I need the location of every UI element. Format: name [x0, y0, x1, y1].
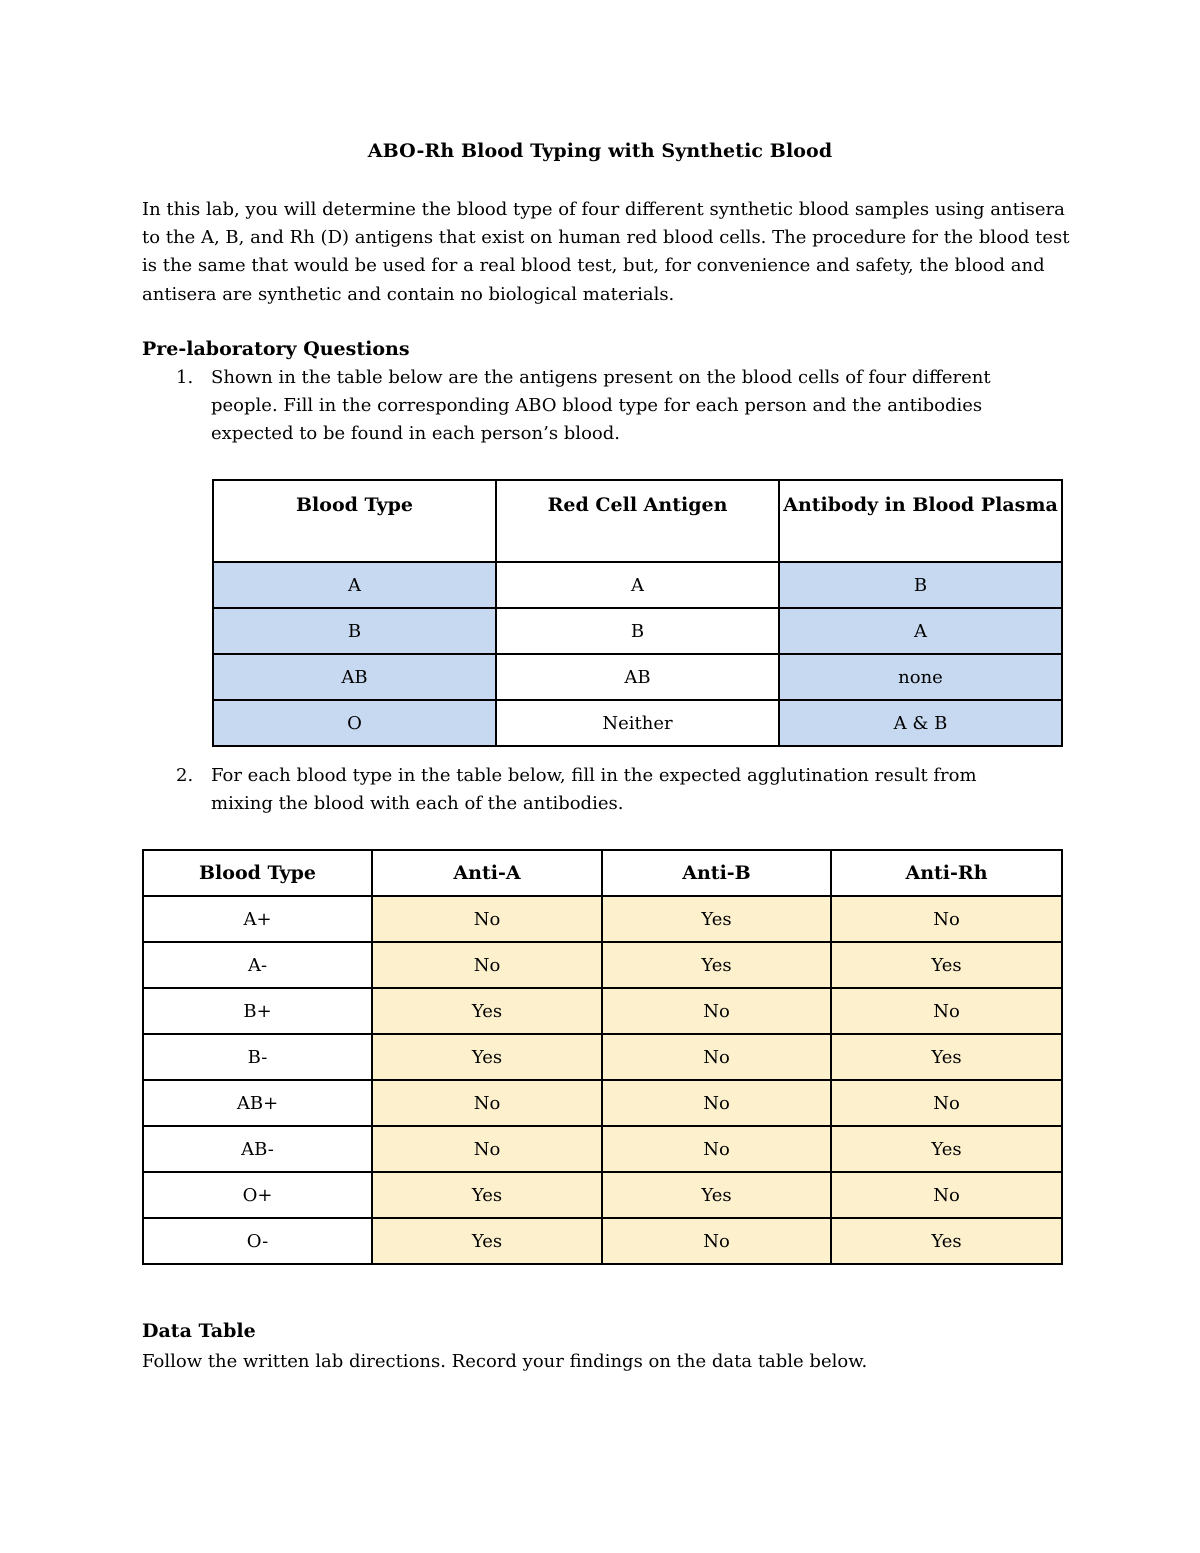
agglutination-cell-anti-b[interactable]: Yes [602, 1172, 831, 1218]
antigen-cell-antigen: B [496, 608, 779, 654]
agglutination-cell-blood-type: AB- [143, 1126, 372, 1172]
antigen-cell-blood-type[interactable]: AB [213, 654, 496, 700]
table-row [143, 1080, 1062, 1126]
question-2-number: 2. [176, 765, 194, 786]
agglutination-header-anti-a: Anti-A [372, 850, 602, 896]
antigen-cell-antigen: Neither [496, 700, 779, 746]
agglutination-cell-anti-b[interactable]: No [602, 1218, 831, 1264]
table-row [213, 562, 1062, 608]
agglutination-cell-anti-rh[interactable]: No [831, 988, 1062, 1034]
agglutination-cell-blood-type: A+ [143, 896, 372, 942]
antigen-cell-blood-type[interactable]: O [213, 700, 496, 746]
data-table-heading: Data Table [142, 1320, 256, 1342]
agglutination-cell-anti-b[interactable]: No [602, 1126, 831, 1172]
pre-lab-heading: Pre-laboratory Questions [142, 338, 410, 360]
agglutination-table-header-row [143, 850, 1062, 896]
table-row [143, 942, 1062, 988]
agglutination-cell-anti-a[interactable]: No [372, 896, 602, 942]
table-row [143, 1172, 1062, 1218]
table-row [213, 654, 1062, 700]
table-row [213, 608, 1062, 654]
intro-paragraph: In this lab, you will determine the blood type of four different synthetic blood samples using antisera to the A, B, and Rh (D) antigens that exist on human red blood cells. The procedure for the blood test is the same that would be used for a real blood test, but, for convenience and safety, the blood and antisera are synthetic and contain no biological materials. [142, 199, 1070, 305]
agglutination-cell-anti-rh[interactable]: No [831, 896, 1062, 942]
agglutination-cell-blood-type: B+ [143, 988, 372, 1034]
table-row [143, 1218, 1062, 1264]
agglutination-cell-anti-rh[interactable]: No [831, 1080, 1062, 1126]
antigen-cell-antibody[interactable]: B [779, 562, 1062, 608]
table-row [143, 896, 1062, 942]
antigen-cell-antibody[interactable]: A & B [779, 700, 1062, 746]
question-1-text: Shown in the table below are the antigens present on the blood cells of four different people. Fill in the corresponding ABO blood type for each person and the antibodies expected to be found in each person’s blood. [211, 367, 991, 445]
agglutination-cell-blood-type: O- [143, 1218, 372, 1264]
agglutination-header-anti-b: Anti-B [602, 850, 831, 896]
page-title: ABO-Rh Blood Typing with Synthetic Blood [367, 140, 833, 162]
agglutination-cell-anti-a[interactable]: Yes [372, 988, 602, 1034]
agglutination-cell-blood-type: O+ [143, 1172, 372, 1218]
antigen-cell-antibody[interactable]: A [779, 608, 1062, 654]
agglutination-header-anti-rh: Anti-Rh [831, 850, 1062, 896]
antigen-header-antibody: Antibody in Blood Plasma [779, 480, 1062, 562]
antigen-cell-antigen: AB [496, 654, 779, 700]
agglutination-cell-anti-a[interactable]: Yes [372, 1034, 602, 1080]
antigen-header-blood-type: Blood Type [213, 480, 496, 562]
antigen-cell-antibody[interactable]: none [779, 654, 1062, 700]
agglutination-cell-blood-type: B- [143, 1034, 372, 1080]
antigen-cell-blood-type[interactable]: A [213, 562, 496, 608]
agglutination-cell-anti-rh[interactable]: Yes [831, 1126, 1062, 1172]
agglutination-cell-anti-a[interactable]: No [372, 1080, 602, 1126]
antigen-cell-blood-type[interactable]: B [213, 608, 496, 654]
table-row [213, 700, 1062, 746]
agglutination-cell-blood-type: AB+ [143, 1080, 372, 1126]
agglutination-cell-anti-a[interactable]: No [372, 942, 602, 988]
question-2 [142, 762, 1042, 818]
agglutination-cell-anti-rh[interactable]: Yes [831, 1218, 1062, 1264]
table-row [143, 988, 1062, 1034]
data-table-instruction: Follow the written lab directions. Record your findings on the data table below. [142, 1351, 868, 1372]
table-row [143, 1126, 1062, 1172]
agglutination-cell-anti-b[interactable]: No [602, 1080, 831, 1126]
question-1 [142, 364, 1042, 449]
agglutination-cell-anti-a[interactable]: Yes [372, 1172, 602, 1218]
agglutination-cell-anti-b[interactable]: No [602, 1034, 831, 1080]
agglutination-cell-anti-b[interactable]: Yes [602, 942, 831, 988]
agglutination-header-blood-type: Blood Type [143, 850, 372, 896]
question-1-number: 1. [176, 367, 194, 388]
antigen-table [212, 479, 1063, 747]
agglutination-cell-anti-a[interactable]: Yes [372, 1218, 602, 1264]
agglutination-table [142, 849, 1063, 1265]
table-row [143, 1034, 1062, 1080]
antigen-cell-antigen: A [496, 562, 779, 608]
antigen-table-header-row [213, 480, 1062, 562]
question-2-text: For each blood type in the table below, fill in the expected agglutination result from mixing the blood with each of the antibodies. [211, 765, 977, 815]
agglutination-cell-anti-rh[interactable]: Yes [831, 1034, 1062, 1080]
agglutination-cell-blood-type: A- [143, 942, 372, 988]
agglutination-cell-anti-rh[interactable]: No [831, 1172, 1062, 1218]
antigen-header-red-cell-antigen: Red Cell Antigen [496, 480, 779, 562]
agglutination-cell-anti-b[interactable]: No [602, 988, 831, 1034]
agglutination-cell-anti-a[interactable]: No [372, 1126, 602, 1172]
agglutination-cell-anti-rh[interactable]: Yes [831, 942, 1062, 988]
agglutination-cell-anti-b[interactable]: Yes [602, 896, 831, 942]
